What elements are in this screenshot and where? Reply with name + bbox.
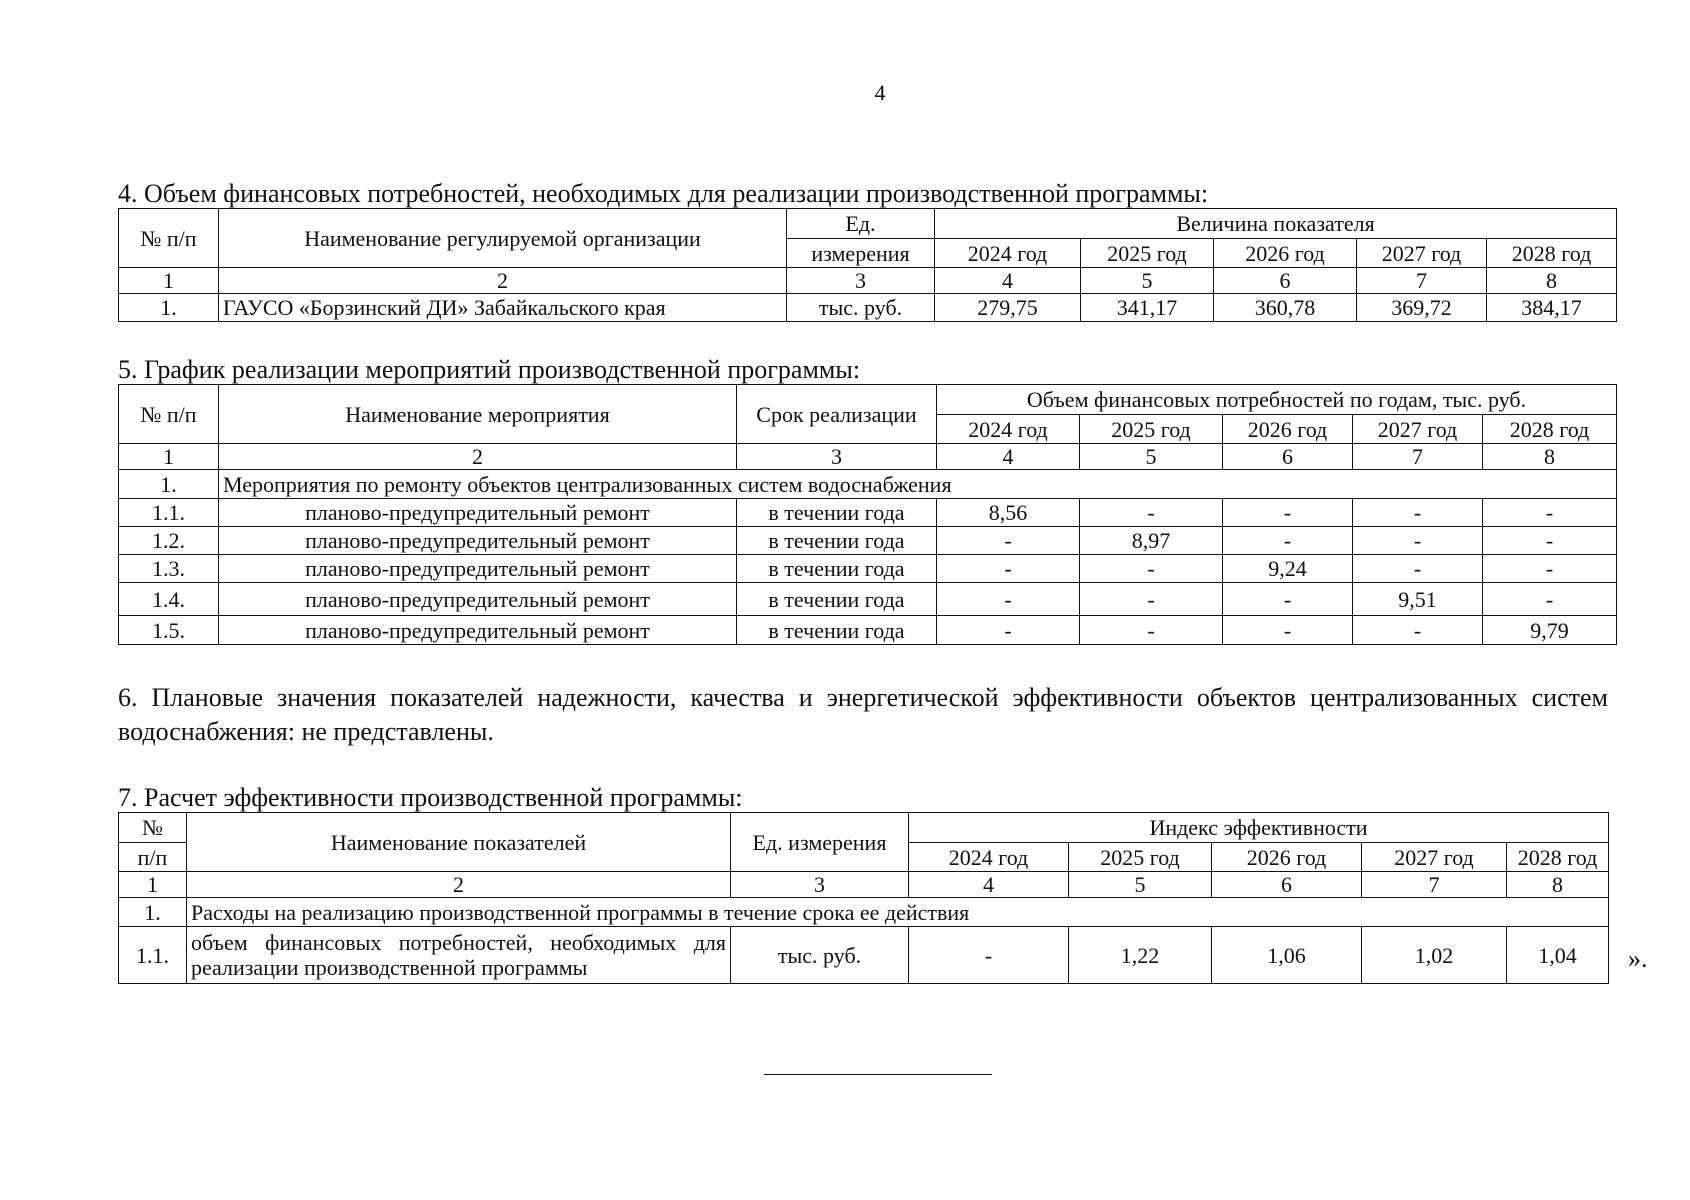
closing-quote: ».	[1628, 944, 1648, 973]
row-value: 384,17	[1487, 294, 1617, 322]
section-5	[118, 356, 1608, 645]
header-unit-line2: измерения	[787, 239, 935, 268]
header-year: 2027 год	[1357, 239, 1487, 268]
index-cell: 8	[1487, 268, 1617, 294]
header-org: Наименование регулируемой организации	[219, 209, 787, 268]
index-row	[119, 268, 1617, 294]
row-num: 1.3.	[119, 555, 219, 583]
header-year: 2028 год	[1483, 415, 1617, 444]
index-cell: 8	[1483, 444, 1617, 470]
index-cell: 1	[119, 872, 187, 898]
index-cell: 7	[1357, 268, 1487, 294]
header-name: Наименование мероприятия	[219, 385, 737, 444]
index-cell: 2	[187, 872, 731, 898]
header-year: 2024 год	[935, 239, 1081, 268]
header-group: Величина показателя	[935, 209, 1617, 239]
index-cell: 4	[909, 872, 1069, 898]
index-cell: 8	[1507, 872, 1609, 898]
row-value: -	[1353, 499, 1483, 527]
index-cell: 5	[1081, 268, 1214, 294]
row-value: -	[1353, 527, 1483, 555]
row-term: в течении года	[737, 527, 937, 555]
index-cell: 4	[935, 268, 1081, 294]
header-year: 2025 год	[1069, 843, 1212, 872]
table-row	[119, 294, 1617, 322]
row-value: 1,06	[1212, 927, 1362, 984]
row-name: планово-предупредительный ремонт	[219, 555, 737, 583]
index-cell: 1	[119, 268, 219, 294]
row-value: -	[1483, 527, 1617, 555]
table-row	[119, 616, 1617, 645]
row-num: 1.1.	[119, 499, 219, 527]
row-value: 9,51	[1353, 583, 1483, 616]
row-value: 279,75	[935, 294, 1081, 322]
header-name: Наименование показателей	[187, 813, 731, 872]
section-6-text: 6. Плановые значения показателей надежности, качества и энергетической эффективности объектов централизованных систем водоснабжения: не представлены.	[118, 683, 1608, 746]
row-term: в течении года	[737, 583, 937, 616]
section-4-heading: 4. Объем финансовых потребностей, необходимых для реализации производственной программы:	[118, 179, 1209, 208]
row-value: -	[1353, 555, 1483, 583]
header-num-line2: п/п	[119, 843, 187, 872]
index-cell: 3	[787, 268, 935, 294]
header-year: 2026 год	[1212, 843, 1362, 872]
index-cell: 3	[731, 872, 909, 898]
group-title: Расходы на реализацию производственной программы в течение срока ее действия	[187, 898, 1609, 927]
row-unit: тыс. руб.	[731, 927, 909, 984]
row-value: -	[937, 583, 1080, 616]
index-cell: 6	[1214, 268, 1357, 294]
header-num: № п/п	[119, 385, 219, 444]
header-year: 2025 год	[1080, 415, 1223, 444]
row-value: 1,02	[1362, 927, 1507, 984]
row-term: в течении года	[737, 555, 937, 583]
section-4	[118, 180, 1608, 322]
group-num: 1.	[119, 898, 187, 927]
section-5-heading: 5. График реализации мероприятий производственной программы:	[118, 355, 861, 384]
table-row	[119, 499, 1617, 527]
row-value: -	[1223, 583, 1353, 616]
row-value: 369,72	[1357, 294, 1487, 322]
index-cell: 3	[737, 444, 937, 470]
row-value: -	[1080, 499, 1223, 527]
header-year: 2024 год	[909, 843, 1069, 872]
row-value: -	[1080, 583, 1223, 616]
section-7	[118, 784, 1608, 984]
row-value: -	[1223, 616, 1353, 645]
group-row	[119, 470, 1617, 499]
header-year: 2026 год	[1214, 239, 1357, 268]
header-unit: Ед. измерения	[731, 813, 909, 872]
header-year: 2028 год	[1507, 843, 1609, 872]
table-row	[119, 927, 1609, 984]
row-value: -	[1223, 527, 1353, 555]
row-value: 1,04	[1507, 927, 1609, 984]
efficiency-table	[118, 812, 1609, 984]
group-row	[119, 898, 1609, 927]
index-cell: 6	[1223, 444, 1353, 470]
index-row	[119, 444, 1617, 470]
row-value: 360,78	[1214, 294, 1357, 322]
row-value: -	[1223, 499, 1353, 527]
index-cell: 5	[1069, 872, 1212, 898]
index-row	[119, 872, 1609, 898]
header-year: 2027 год	[1362, 843, 1507, 872]
row-term: в течении года	[737, 616, 937, 645]
row-value: -	[1483, 555, 1617, 583]
row-value: -	[937, 527, 1080, 555]
schedule-table	[118, 384, 1617, 645]
header-year: 2025 год	[1081, 239, 1214, 268]
header-group: Индекс эффективности	[909, 813, 1609, 843]
row-value: 1,22	[1069, 927, 1212, 984]
row-num: 1.5.	[119, 616, 219, 645]
row-name: планово-предупредительный ремонт	[219, 583, 737, 616]
index-cell: 7	[1353, 444, 1483, 470]
row-name: планово-предупредительный ремонт	[219, 616, 737, 645]
row-name: объем финансовых потребностей, необходимых для реализации производственной программы	[187, 927, 731, 984]
page-number: 4	[874, 80, 886, 105]
row-num: 1.2.	[119, 527, 219, 555]
table-row	[119, 527, 1617, 555]
group-num: 1.	[119, 470, 219, 499]
index-cell: 7	[1362, 872, 1507, 898]
header-year: 2024 год	[937, 415, 1080, 444]
row-value: -	[1080, 616, 1223, 645]
header-year: 2028 год	[1487, 239, 1617, 268]
index-cell: 4	[937, 444, 1080, 470]
group-title: Мероприятия по ремонту объектов централизованных систем водоснабжения	[219, 470, 1617, 499]
header-year: 2026 год	[1223, 415, 1353, 444]
row-num: 1.4.	[119, 583, 219, 616]
row-value: 9,79	[1483, 616, 1617, 645]
row-term: в течении года	[737, 499, 937, 527]
table-row	[119, 555, 1617, 583]
row-num: 1.1.	[119, 927, 187, 984]
row-org: ГАУСО «Борзинский ДИ» Забайкальского края	[219, 294, 787, 322]
index-cell: 2	[219, 268, 787, 294]
row-value: -	[909, 927, 1069, 984]
header-group: Объем финансовых потребностей по годам, тыс. руб.	[937, 385, 1617, 415]
end-divider	[764, 1074, 992, 1075]
row-value: -	[937, 555, 1080, 583]
section-7-heading: 7. Расчет эффективности производственной программы:	[118, 783, 743, 812]
table-row	[119, 583, 1617, 616]
index-cell: 6	[1212, 872, 1362, 898]
row-value: -	[937, 616, 1080, 645]
header-num-line1: №	[119, 813, 187, 843]
row-value: 341,17	[1081, 294, 1214, 322]
row-unit: тыс. руб.	[787, 294, 935, 322]
row-name: планово-предупредительный ремонт	[219, 499, 737, 527]
index-cell: 2	[219, 444, 737, 470]
row-name: планово-предупредительный ремонт	[219, 527, 737, 555]
row-num: 1.	[119, 294, 219, 322]
row-value: 9,24	[1223, 555, 1353, 583]
header-unit-line1: Ед.	[787, 209, 935, 239]
header-year: 2027 год	[1353, 415, 1483, 444]
row-value: 8,97	[1080, 527, 1223, 555]
index-cell: 1	[119, 444, 219, 470]
index-cell: 5	[1080, 444, 1223, 470]
header-num: № п/п	[119, 209, 219, 268]
financial-needs-table	[118, 208, 1617, 322]
header-term: Срок реализации	[737, 385, 937, 444]
row-value: -	[1483, 583, 1617, 616]
row-value: -	[1353, 616, 1483, 645]
row-value: 8,56	[937, 499, 1080, 527]
row-value: -	[1483, 499, 1617, 527]
row-value: -	[1080, 555, 1223, 583]
